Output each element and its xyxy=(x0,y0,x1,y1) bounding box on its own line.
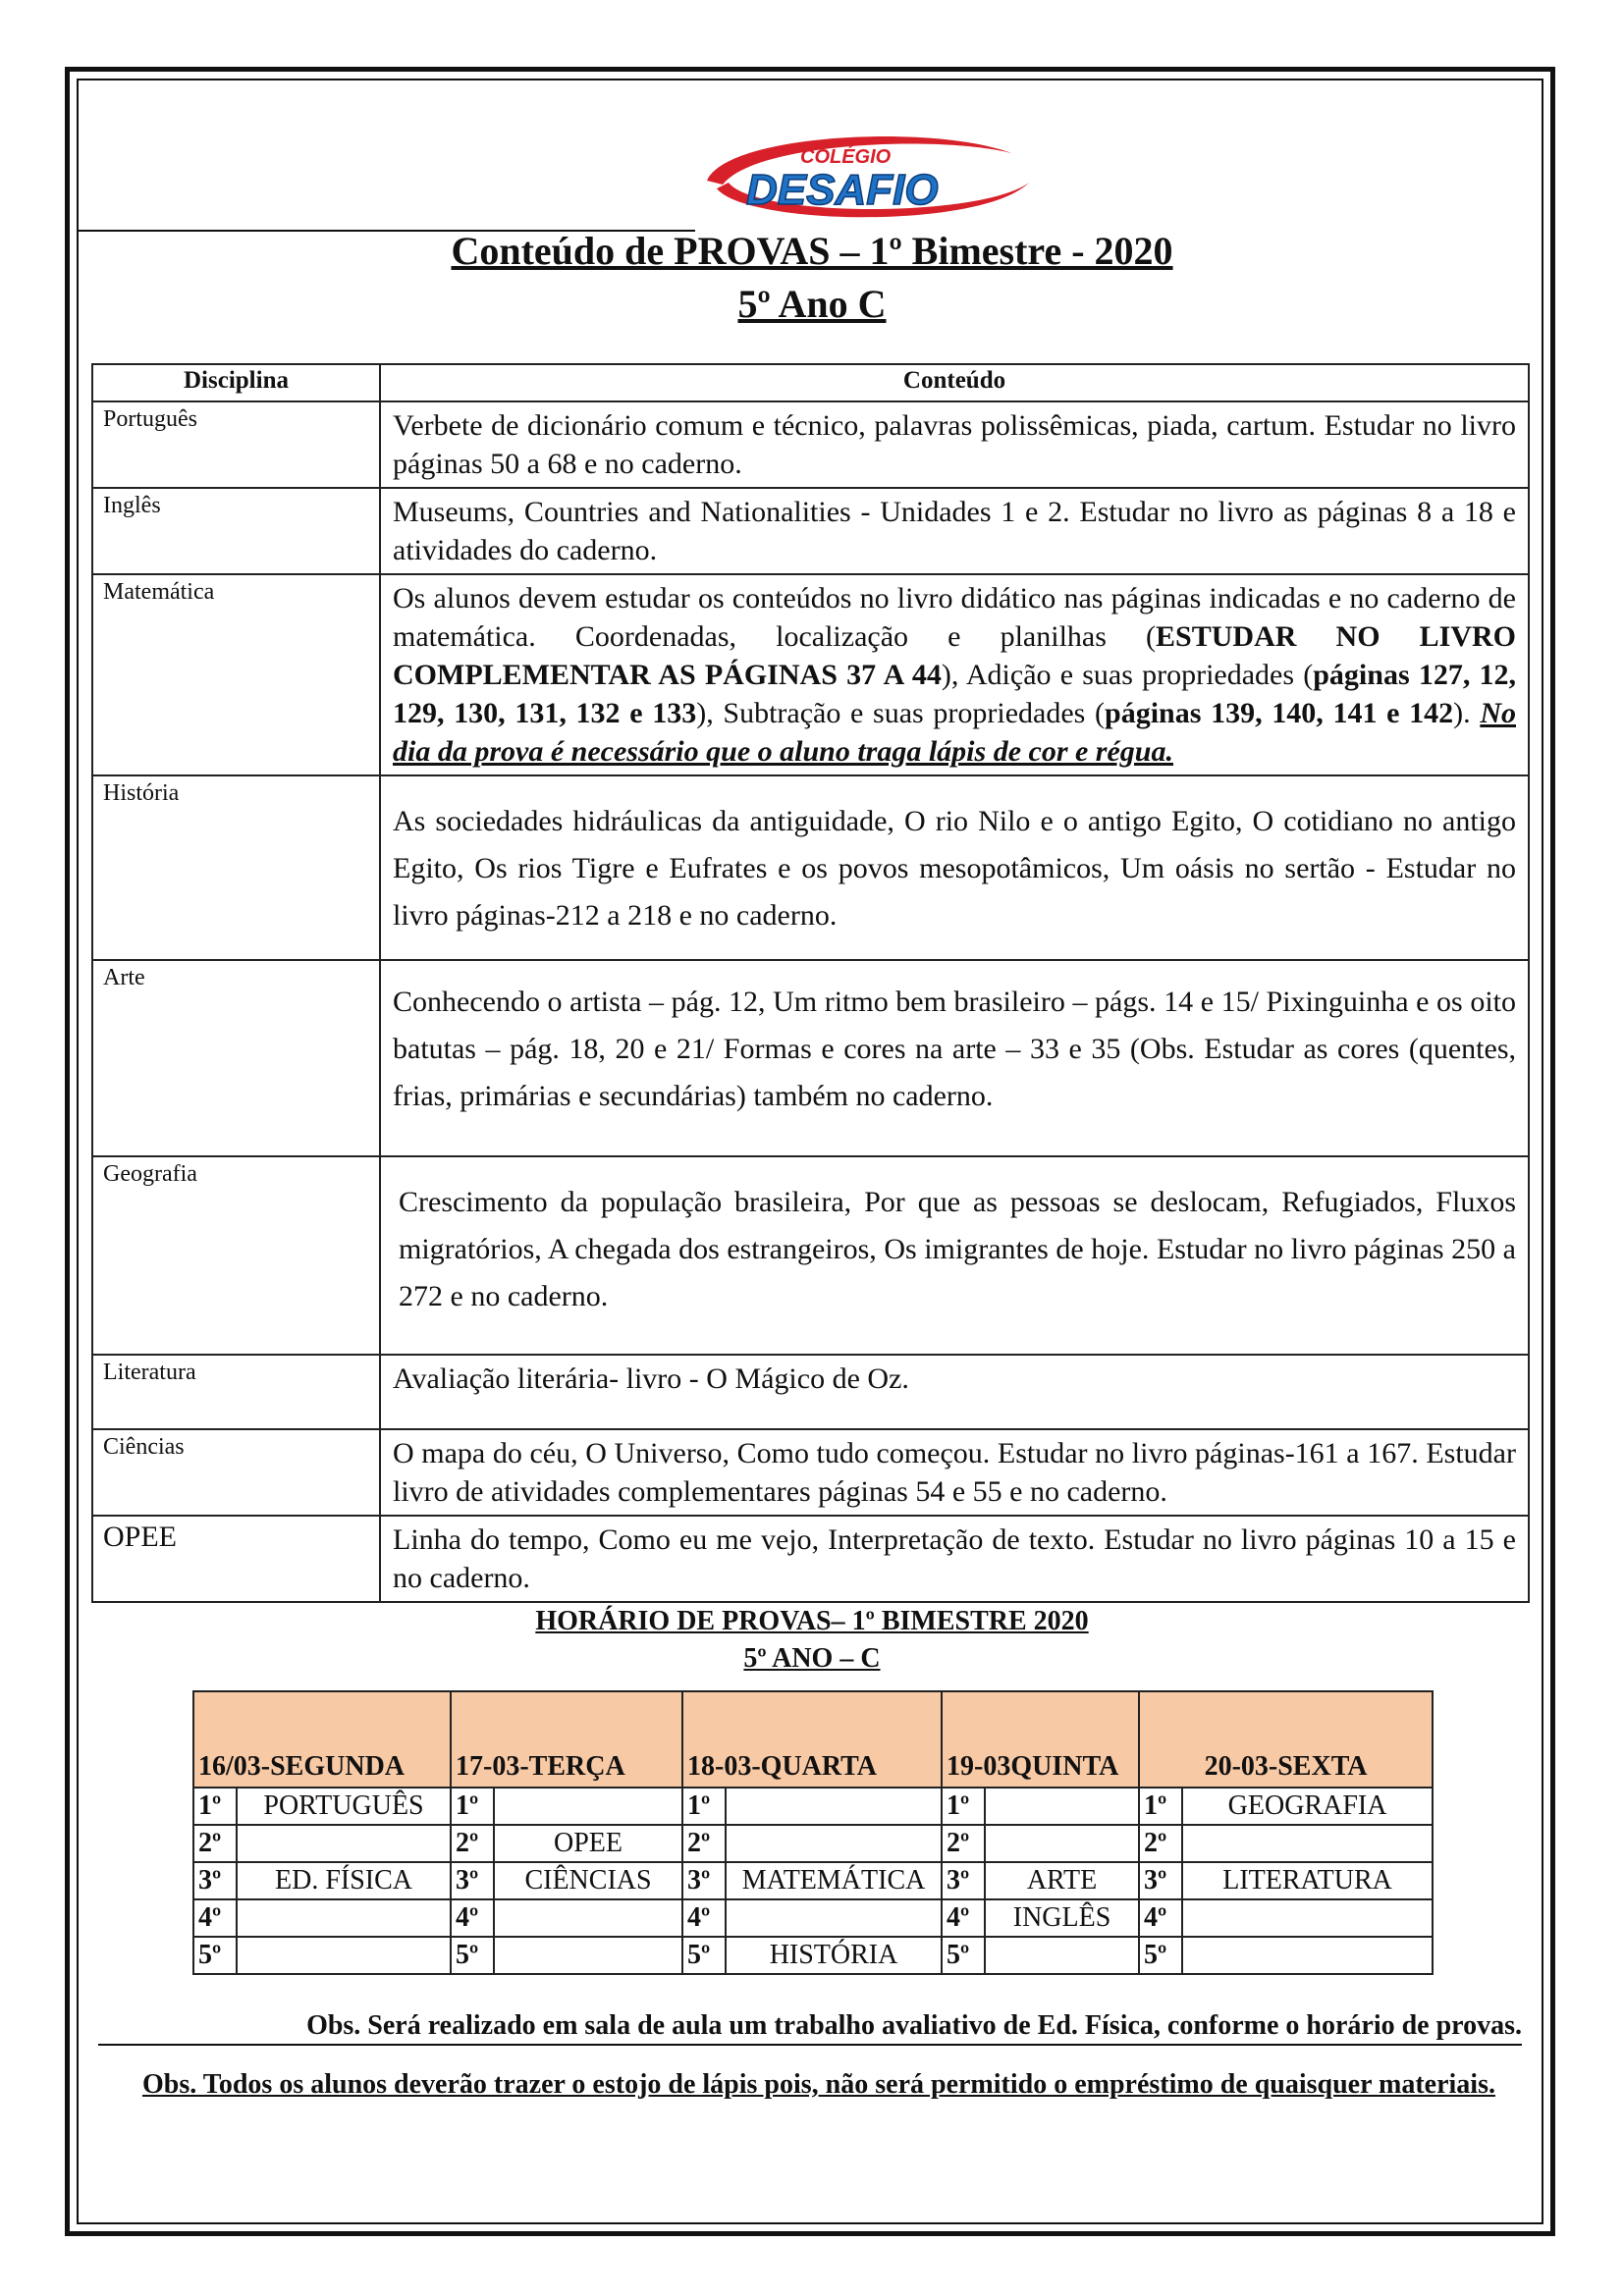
period-label: 2º xyxy=(193,1825,237,1862)
obs-materials-text: Obs. Todos os alunos deverão trazer o estojo de lápis pois, não será permitido o empréstimo de quaisquer materiais. xyxy=(142,2069,1495,2100)
disc-portugues: Português xyxy=(92,401,380,488)
cont-ingles: Museums, Countries and Nationalities - Unidades 1 e 2. Estudar no livro as páginas 8 a 18 e atividades do caderno. xyxy=(380,488,1529,574)
col-disciplina: Disciplina xyxy=(92,364,380,401)
day-monday: 16/03-SEGUNDA xyxy=(193,1691,451,1788)
slot xyxy=(1182,1825,1433,1862)
schedule-title: HORÁRIO DE PROVAS– 1º BIMESTRE 2020 xyxy=(535,1606,1089,1636)
period-label: 4º xyxy=(942,1899,985,1937)
disc-arte: Arte xyxy=(92,960,380,1156)
table-row xyxy=(92,1156,1529,1355)
slot: OPEE xyxy=(494,1825,682,1862)
mat-text-1: Os alunos devem estudar os conteúdos no livro didático nas páginas indicadas e no caderno de matemática. Coordenadas, localização e planilhas ( xyxy=(393,582,1516,653)
table-row xyxy=(92,1355,1529,1429)
period-label: 4º xyxy=(1139,1899,1182,1937)
period-label: 3º xyxy=(942,1862,985,1899)
table-row xyxy=(92,1429,1529,1516)
schedule-row xyxy=(193,1862,1433,1899)
schedule-row xyxy=(193,1788,1433,1825)
slot xyxy=(237,1899,451,1937)
period-label: 4º xyxy=(451,1899,494,1937)
schedule-row xyxy=(193,1899,1433,1937)
period-label: 2º xyxy=(1139,1825,1182,1862)
day-friday: 20-03-SEXTA xyxy=(1139,1691,1433,1788)
schedule-row xyxy=(193,1825,1433,1862)
disc-opee: OPEE xyxy=(92,1516,380,1602)
mat-text-3: ), Subtração e suas propriedades ( xyxy=(696,697,1106,729)
slot: CIÊNCIAS xyxy=(494,1862,682,1899)
period-label: 3º xyxy=(451,1862,494,1899)
page-subtitle: 5º Ano C xyxy=(737,282,887,326)
mat-note: No dia da prova é necessário que o aluno traga lápis de cor e régua. xyxy=(393,697,1516,768)
mat-text-4: ). xyxy=(1453,697,1481,729)
table-row xyxy=(92,488,1529,574)
period-label: 1º xyxy=(682,1788,726,1825)
cont-historia: As sociedades hidráulicas da antiguidade, O rio Nilo e o antigo Egito, O cotidiano no antigo Egito, Os rios Tigre e Eufrates e os povos mesopotâmicos, Um oásis no sertão - Estudar no livro páginas-212 a 218 e no caderno. xyxy=(380,775,1529,960)
period-label: 1º xyxy=(451,1788,494,1825)
period-label: 1º xyxy=(1139,1788,1182,1825)
day-thursday: 19-03QUINTA xyxy=(942,1691,1139,1788)
period-label: 1º xyxy=(942,1788,985,1825)
disc-geografia: Geografia xyxy=(92,1156,380,1355)
page-title: Conteúdo de PROVAS – 1º Bimestre - 2020 xyxy=(451,229,1173,273)
slot xyxy=(985,1788,1139,1825)
school-logo xyxy=(687,124,1041,232)
period-label: 1º xyxy=(193,1788,237,1825)
disc-literatura: Literatura xyxy=(92,1355,380,1429)
schedule-header-row xyxy=(193,1691,1433,1788)
slot: ARTE xyxy=(985,1862,1139,1899)
period-label: 5º xyxy=(942,1937,985,1974)
slot: HISTÓRIA xyxy=(726,1937,942,1974)
slot: GEOGRAFIA xyxy=(1182,1788,1433,1825)
slot xyxy=(237,1825,451,1862)
slot: INGLÊS xyxy=(985,1899,1139,1937)
period-label: 5º xyxy=(682,1937,726,1974)
cont-literatura: Avaliação literária- livro - O Mágico de Oz. xyxy=(380,1355,1529,1429)
cont-matematica xyxy=(380,574,1529,775)
svg-text:DESAFIO: DESAFIO xyxy=(746,166,939,214)
slot xyxy=(1182,1899,1433,1937)
table-row xyxy=(92,1516,1529,1602)
period-label: 5º xyxy=(193,1937,237,1974)
slot xyxy=(726,1825,942,1862)
cont-geografia: Crescimento da população brasileira, Por que as pessoas se deslocam, Refugiados, Fluxos migratórios, A chegada dos estrangeiros, Os imigrantes de hoje. Estudar no livro páginas 250 a 272 e no caderno. xyxy=(380,1156,1529,1355)
schedule-table xyxy=(192,1690,1434,1975)
slot: ED. FÍSICA xyxy=(237,1862,451,1899)
col-conteudo: Conteúdo xyxy=(380,364,1529,401)
cont-ciencias: O mapa do céu, O Universo, Como tudo começou. Estudar no livro páginas-161 a 167. Estudar livro de atividades complementares páginas 54 e 55 e no caderno. xyxy=(380,1429,1529,1516)
day-wednesday: 18-03-QUARTA xyxy=(682,1691,942,1788)
schedule-row xyxy=(193,1937,1433,1974)
cont-portugues: Verbete de dicionário comum e técnico, palavras polissêmicas, piada, cartum. Estudar no livro páginas 50 a 68 e no caderno. xyxy=(380,401,1529,488)
slot xyxy=(985,1825,1139,1862)
period-label: 4º xyxy=(682,1899,726,1937)
mat-bold-1: ESTUDAR NO LIVRO COMPLEMENTAR AS PÁGINAS 37 A 44 xyxy=(393,620,1516,691)
table-row xyxy=(92,960,1529,1156)
obs-ed-fisica: Obs. Será realizado em sala de aula um trabalho avaliativo de Ed. Física, conforme o horário de provas. xyxy=(98,2010,1522,2046)
period-label: 5º xyxy=(451,1937,494,1974)
period-label: 3º xyxy=(193,1862,237,1899)
slot: MATEMÁTICA xyxy=(726,1862,942,1899)
period-label: 3º xyxy=(1139,1862,1182,1899)
slot: PORTUGUÊS xyxy=(237,1788,451,1825)
slot: LITERATURA xyxy=(1182,1862,1433,1899)
disc-matematica: Matemática xyxy=(92,574,380,775)
period-label: 4º xyxy=(193,1899,237,1937)
mat-bold-2: páginas 127, 12, 129, 130, 131, 132 e 133 xyxy=(393,659,1517,729)
disc-ciencias: Ciências xyxy=(92,1429,380,1516)
table-row xyxy=(92,574,1529,775)
period-label: 2º xyxy=(682,1825,726,1862)
slot xyxy=(985,1937,1139,1974)
mat-bold-3: páginas 139, 140, 141 e 142 xyxy=(1105,697,1454,729)
cont-opee: Linha do tempo, Como eu me vejo, Interpretação de texto. Estudar no livro páginas 10 a 15 e no caderno. xyxy=(380,1516,1529,1602)
period-label: 5º xyxy=(1139,1937,1182,1974)
content-table-header xyxy=(92,364,1529,401)
period-label: 2º xyxy=(942,1825,985,1862)
svg-text:COLÉGIO: COLÉGIO xyxy=(800,146,892,168)
period-label: 3º xyxy=(682,1862,726,1899)
disc-historia: História xyxy=(92,775,380,960)
slot xyxy=(726,1788,942,1825)
schedule-subtitle: 5º ANO – C xyxy=(743,1643,881,1674)
slot xyxy=(494,1937,682,1974)
content-table xyxy=(91,363,1530,1603)
cont-arte: Conhecendo o artista – pág. 12, Um ritmo bem brasileiro – págs. 14 e 15/ Pixinguinha e os oito batutas – pág. 18, 20 e 21/ Formas e cores na arte – 33 e 35 (Obs. Estudar as cores (quentes, frias, primárias e secundárias) também no caderno. xyxy=(380,960,1529,1156)
slot xyxy=(726,1899,942,1937)
slot xyxy=(1182,1937,1433,1974)
slot xyxy=(237,1937,451,1974)
slot xyxy=(494,1899,682,1937)
slot xyxy=(494,1788,682,1825)
table-row xyxy=(92,401,1529,488)
table-row xyxy=(92,775,1529,960)
obs-materials xyxy=(142,2069,1527,2101)
mat-text-2: ), Adição e suas propriedades ( xyxy=(941,659,1314,691)
day-tuesday: 17-03-TERÇA xyxy=(451,1691,682,1788)
period-label: 2º xyxy=(451,1825,494,1862)
disc-ingles: Inglês xyxy=(92,488,380,574)
